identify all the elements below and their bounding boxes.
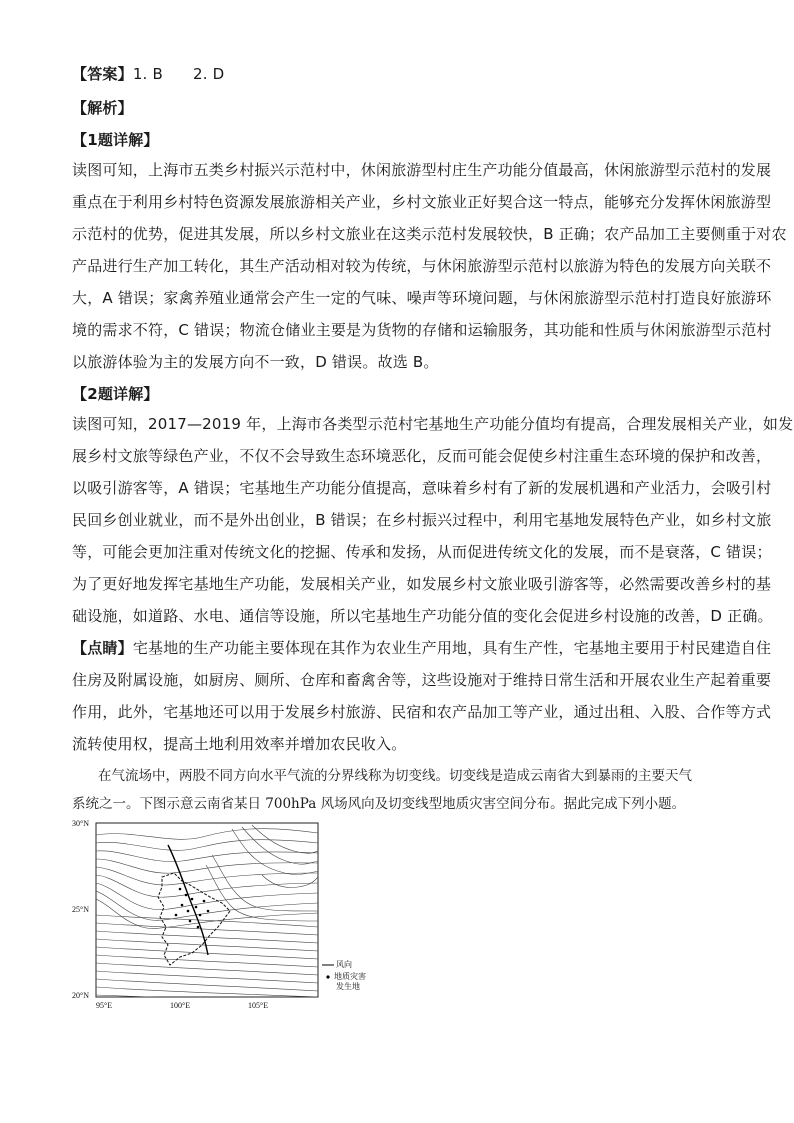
q1-line: 大，A 错误；家禽养殖业通常会产生一定的气味、噪声等环境问题，与休闲旅游型示范村打造良好旅游环 [72, 289, 772, 307]
answer-1: 1. B [132, 65, 163, 83]
tip-line: 作用，此外，宅基地还可以用于发展乡村旅游、民宿和农产品加工等产业，通过出租、入股、合作等方式 [72, 703, 772, 721]
legend-wind-label: 风向 [336, 960, 352, 969]
lon-label: 105°E [248, 1001, 269, 1010]
lat-label: 25°N [72, 905, 89, 914]
wind-field-map [72, 815, 402, 1020]
intro-line: 在气流场中，两股不同方向水平气流的分界线称为切变线。切变线是造成云南省大到暴雨的主要天气 [98, 768, 692, 784]
q2-line: 为了更好地发挥宅基地生产功能，发展相关产业，如发展乡村文旅业吸引游客等，必然需要改善乡村的基 [72, 575, 772, 593]
legend-hazard-label-2: 发生地 [336, 982, 360, 991]
lat-label: 30°N [72, 819, 89, 828]
q2-line: 民回乡创业就业，而不是外出创业，B 错误；在乡村振兴过程中，利用宅基地发展特色产业，如乡村文旅 [72, 511, 772, 529]
legend-hazard-label-1: 地质灾害 [334, 972, 366, 981]
q2-line: 读图可知，2017—2019 年，上海市各类型示范村宅基地生产功能分值均有提高，合理发展相关产业，如发 [72, 415, 794, 433]
q2-heading: 【2题详解】 [72, 385, 159, 403]
answer-line [72, 64, 732, 84]
tip-label: 【点睛】 [72, 639, 133, 657]
tip-text: 宅基地的生产功能主要体现在其作为农业生产用地，具有生产性，宅基地主要用于村民建造自住 [132, 639, 772, 657]
tip-line: 流转使用权，提高土地利用效率并增加农民收入。 [72, 735, 407, 753]
legend-hazard-dot [326, 975, 329, 978]
q1-line: 重点在于利用乡村特色资源发展旅游相关产业，乡村文旅业正好契合这一特点，能够充分发挥休闲旅游型 [72, 193, 772, 211]
q1-line: 产品进行生产加工转化，其生产活动相对较为传统，与休闲旅游型示范村以旅游为特色的发展方向关联不 [72, 257, 772, 275]
q1-line: 读图可知，上海市五类乡村振兴示范村中，休闲旅游型村庄生产功能分值最高，休闲旅游型示范村的发展 [72, 161, 772, 179]
lon-label: 100°E [170, 1001, 191, 1010]
q2-line: 础设施，如道路、水电、通信等设施，所以宅基地生产功能分值的变化会促进乡村设施的改善，D 正确。 [72, 607, 773, 625]
lon-label: 95°E [96, 1001, 113, 1010]
q1-line: 示范村的优势，促进其发展，所以乡村文旅业在这类示范村发展较快，B 正确；农产品加工主要侧重于对农 [72, 225, 787, 243]
tip-first-line [72, 638, 772, 658]
q2-line: 展乡村文旅等绿色产业，不仅不会导致生态环境恶化，反而可能会促使乡村注重生态环境的保护和改善， [72, 447, 772, 465]
answer-2: 2. D [192, 65, 225, 83]
q1-line: 以旅游体验为主的发展方向不一致，D 错误。故选 B。 [72, 353, 439, 371]
analysis-label: 【解析】 [72, 99, 133, 117]
map-frame [96, 823, 318, 997]
answer-label: 【答案】 [72, 65, 133, 83]
tip-line: 住房及附属设施，如厨房、厕所、仓库和畜禽舍等，这些设施对于维持日常生活和开展农业生产起着重要 [72, 671, 772, 689]
q1-heading: 【1题详解】 [72, 131, 159, 149]
lat-label: 20°N [72, 991, 89, 1000]
q1-line: 境的需求不符，C 错误；物流仓储业主要是为货物的存储和运输服务，其功能和性质与休闲旅游型示范村 [72, 321, 772, 339]
intro-line: 系统之一。下图示意云南省某日 700hPa 风场风向及切变线型地质灾害空间分布。据此完成下列小题。 [72, 796, 686, 812]
q2-line: 以吸引游客等，A 错误；宅基地生产功能分值提高，意味着乡村有了新的发展机遇和产业活力，会吸引村 [72, 479, 772, 497]
q2-line: 等，可能会更加注重对传统文化的挖掘、传承和发扬，从而促进传统文化的发展，而不是衰落，C 错误； [72, 543, 772, 561]
